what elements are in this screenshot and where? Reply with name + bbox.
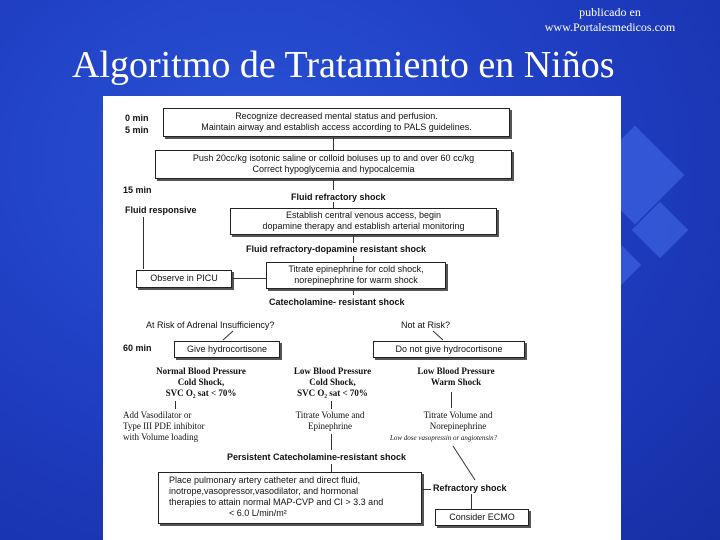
fluid-refractory-label: Fluid refractory shock [291,192,386,202]
connector [353,234,354,243]
observe-picu-box [136,270,232,288]
at-risk-question: At Risk of Adrenal Insufficiency? [146,320,275,330]
col3-line2: Warm Shock [430,377,482,387]
consider-ecmo-box [435,509,529,526]
observe-picu-text: Observe in PICU [150,273,218,283]
pa-catheter-box [158,472,422,524]
not-at-risk-line [433,331,443,340]
connector [232,278,266,279]
central-line1: Establish central venous access, begin [285,210,442,220]
normal-bp-cold-shock [141,366,261,399]
pa-line2: inotrope,vasopressor,vasodilator, and hormonal [169,486,359,496]
time-label-0: 0 min [125,113,149,123]
catecholamine-resistant-label: Catecholamine- resistant shock [269,297,405,307]
connector [331,434,332,450]
pa-line3: therapies to attain normal MAP-CVP and CI > 3.3 and [169,497,384,507]
col2-act1: Titrate Volume and [295,410,365,420]
warm-shock-to-refractory-line [453,446,475,480]
algorithm-diagram [103,96,621,540]
credit-line-2: www.Portalesmedicos.com [544,20,676,34]
pa-line1: Place pulmonary artery catheter and direct fluid, [169,475,361,485]
credit [520,5,700,35]
norepinephrine-action [399,410,517,432]
col3-act2: Norepinephrine [429,421,487,431]
connector [331,464,332,472]
step2-line1: Push 20cc/kg isotonic saline or colloid boluses up to and over 60 cc/kg [192,153,475,163]
col2-line1: Low Blood Pressure [293,366,372,376]
epinephrine-action [275,410,385,432]
refractory-shock-label: Refractory shock [433,483,507,493]
step1-line1: Recognize decreased mental status and perfusion. [235,111,438,121]
connector [333,136,334,150]
at-risk-line [223,331,233,340]
connector [353,288,354,295]
step1-line2: Maintain airway and establish access according to PALS guidelines. [201,122,472,132]
vasodilator-action [123,410,205,443]
dopamine-resistant-label: Fluid refractory-dopamine resistant shock [246,244,427,254]
time-label-60: 60 min [123,343,152,353]
col3-act1: Titrate Volume and [423,410,493,420]
titrate-line2: norepinephrine for warm shock [294,275,418,285]
fluid-bolus-box [155,150,512,179]
fluid-responsive-label: Fluid responsive [125,205,197,215]
step2-line2: Correct hypoglycemia and hypocalcemia [252,164,415,174]
do-not-give-hydrocortisone-box [373,341,525,358]
low-bp-warm-shock [401,366,511,388]
connector [471,494,472,510]
connector [421,489,431,490]
col1-act3: with Volume loading [123,432,199,442]
connector [451,392,452,408]
col2-act2: Epinephrine [308,421,352,431]
col2-line2: Cold Shock, [309,377,356,387]
central-access-box [230,208,497,235]
central-line2: dopamine therapy and establish arterial monitoring [262,221,465,231]
time-label-15: 15 min [123,185,152,195]
col1-line2: Cold Shock, [177,377,225,387]
do-not-give-text: Do not give hydrocortisone [395,344,503,354]
low-bp-cold-shock [275,366,390,399]
titrate-line1: Titrate epinephrine for cold shock, [288,264,424,274]
col1-act2: Type III PDE inhibitor [123,421,205,431]
titrate-epinephrine-box [266,262,446,289]
col3-line1: Low Blood Pressure [417,366,495,376]
give-hydrocortisone-text: Give hydrocortisone [186,344,268,354]
credit-line-1: publicado en [579,5,641,19]
col1-line3: SVC O₂ sat < 70% [165,388,237,398]
time-label-5: 5 min [125,125,149,135]
col1-line1: Normal Blood Pressure [156,366,246,376]
slide-title: Algoritmo de Tratamiento en Niños [72,44,615,86]
col1-act1: Add Vasodilator or [123,410,192,420]
vasopressin-note: Low dose vasopressin or angiotensin? [390,434,498,442]
consider-ecmo-text: Consider ECMO [449,512,515,522]
connector [331,401,332,409]
responsive-line [143,217,144,269]
col2-line3: SVC O₂ sat < 70% [297,388,368,398]
give-hydrocortisone-box [174,341,280,358]
persistent-shock-label: Persistent Catecholamine-resistant shock [227,452,407,462]
not-at-risk-question: Not at Risk? [401,320,451,330]
connector [333,178,334,190]
pa-line4: < 6.0 L/min/m² [229,508,287,518]
connector [175,401,176,409]
recognize-box [163,108,510,137]
